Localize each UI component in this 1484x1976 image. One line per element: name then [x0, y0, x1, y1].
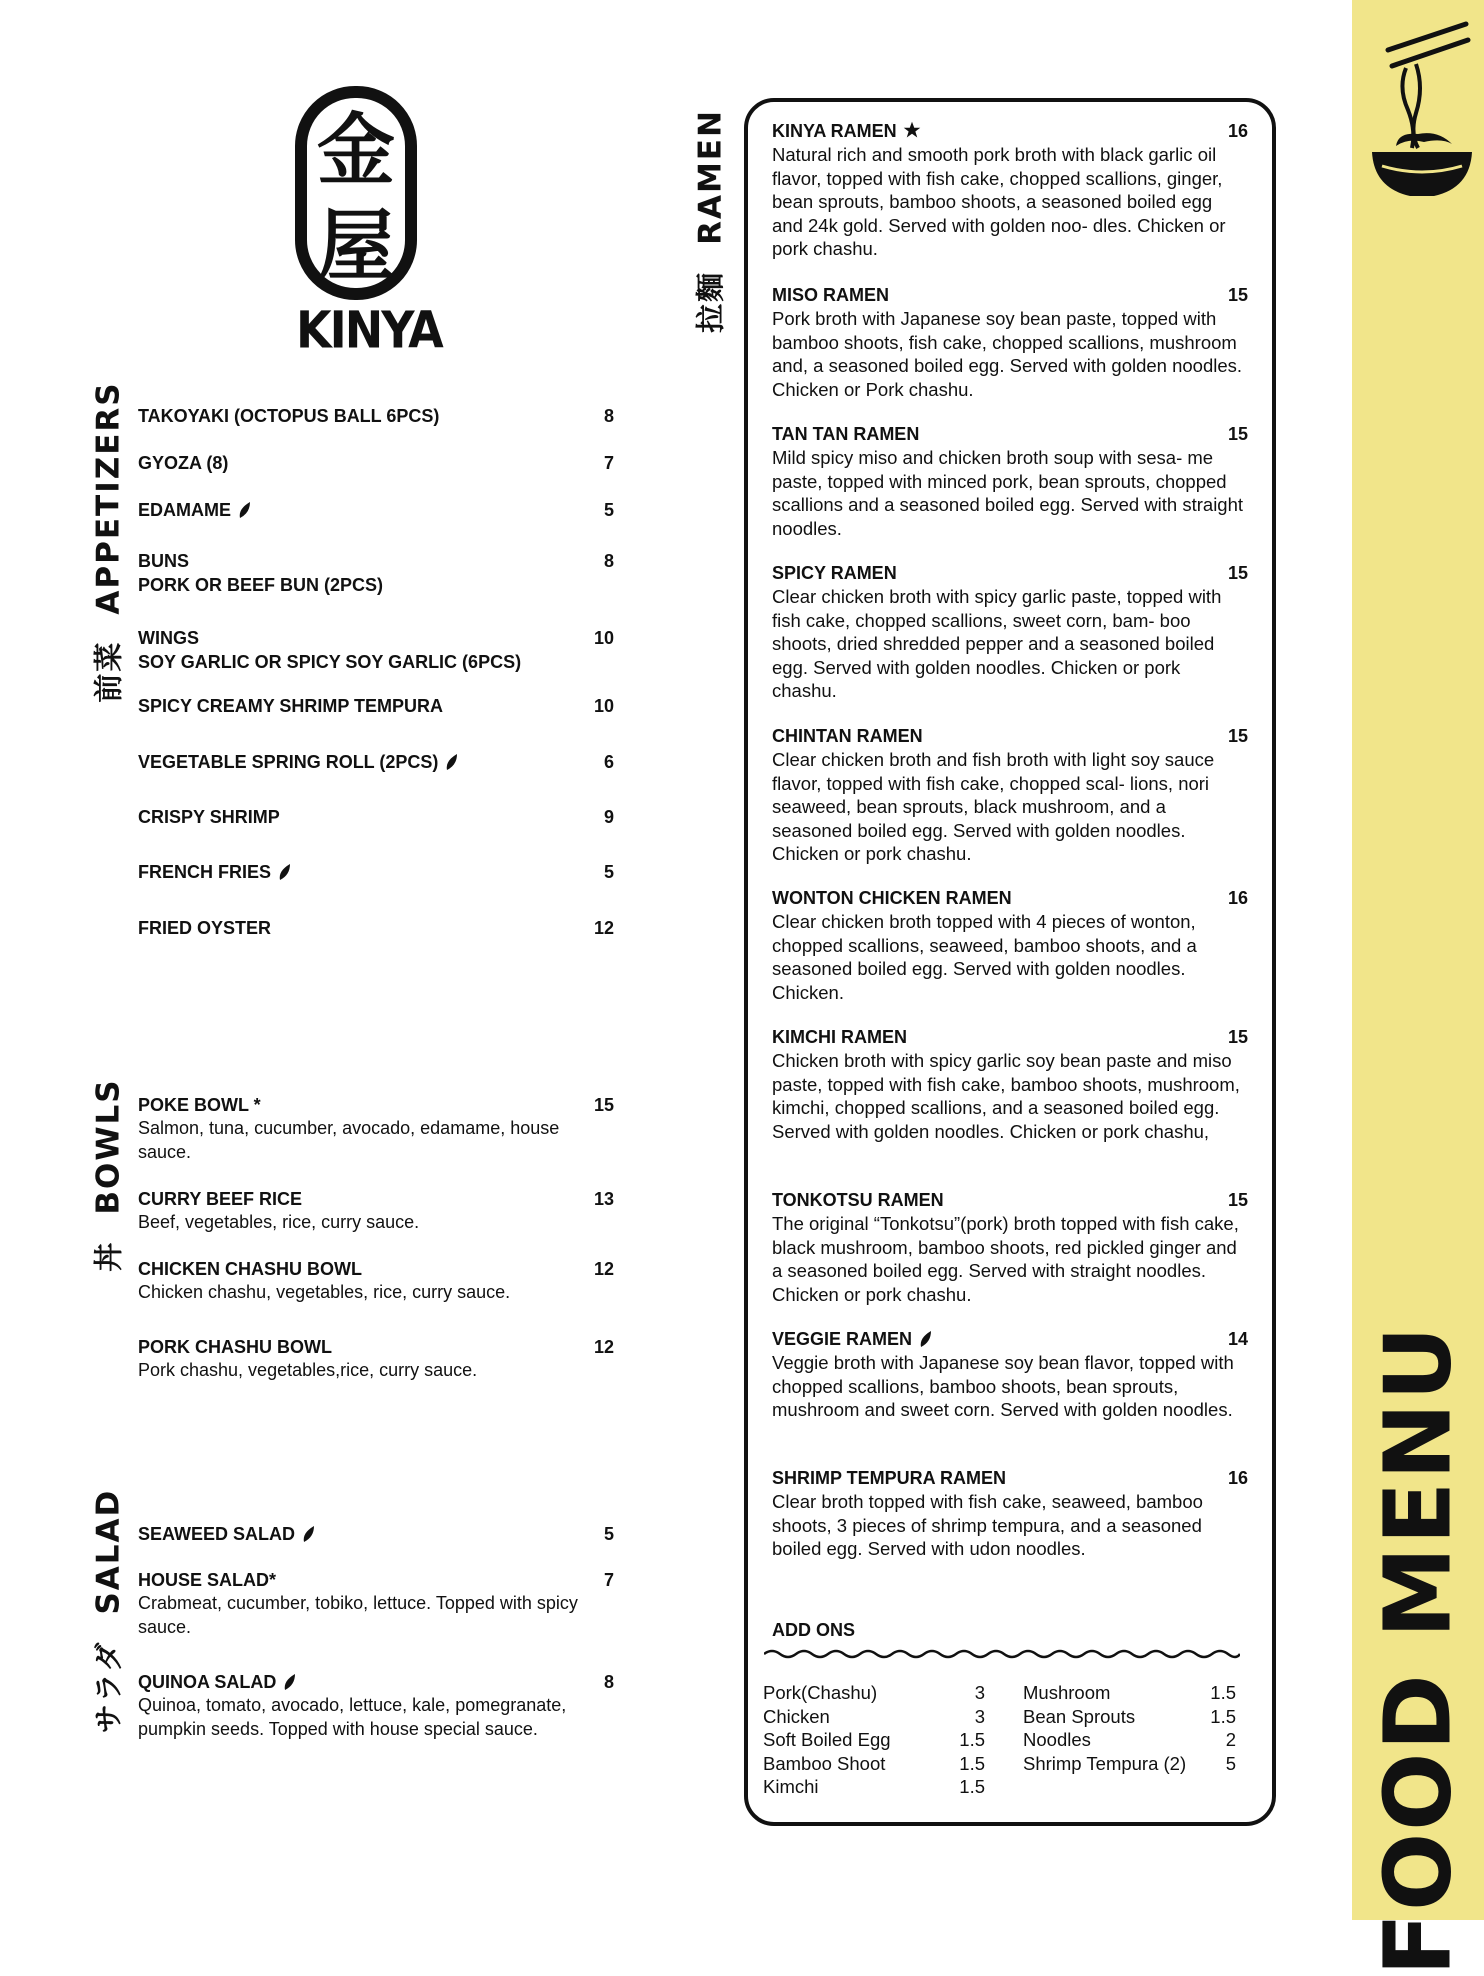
list-item: WONTON CHICKEN RAMEN 16 Clear chicken broth topped with 4 pieces of wonton, chopped scallions, seaweed, bamboo shoots, and a seasoned boiled egg. Served with golden noodles. Chicken. — [772, 888, 1248, 1003]
list-item: SPICY CREAMY SHRIMP TEMPURA 10 — [138, 696, 614, 716]
addon-row: Mushroom 1.5 — [1023, 1682, 1236, 1703]
list-item: WINGS 10 SOY GARLIC OR SPICY SOY GARLIC (6PCS) — [138, 628, 614, 672]
section-label-salad: サラダSALAD — [90, 1488, 127, 1734]
wavy-divider — [764, 1646, 1240, 1662]
leaf-icon — [282, 1673, 296, 1691]
food-menu-title: FOOD MENU — [1364, 1324, 1472, 1976]
list-item: SPICY RAMEN 15 Clear chicken broth with spicy garlic paste, topped with fish cake, chopped scallions, sweet corn, bam- boo shoots, dried shredded pepper and a seasoned boiled egg. Served with golden noodles. Chicken or pork chashu. — [772, 563, 1248, 701]
logo-kanji-bottom: 屋 — [316, 202, 395, 292]
list-item: CURRY BEEF RICE 13 Beef, vegetables, rice, curry sauce. — [138, 1189, 614, 1232]
list-item: VEGGIE RAMEN 14 Veggie broth with Japanese soy bean flavor, topped with chopped scallions, bamboo shoots, bean sprouts, mushroom and sweet corn. Served with golden noodles. — [772, 1329, 1248, 1420]
addon-row: Pork(Chashu) 3 — [763, 1682, 985, 1703]
addons-title: ADD ONS — [772, 1620, 856, 1640]
list-item: CHICKEN CHASHU BOWL 12 Chicken chashu, vegetables, rice, curry sauce. — [138, 1259, 614, 1302]
leaf-icon — [301, 1525, 315, 1543]
ramen-bowl-icon — [1368, 18, 1478, 198]
list-item: TAKOYAKI (OCTOPUS BALL 6PCS) 8 — [138, 406, 614, 426]
list-item: PORK CHASHU BOWL 12 Pork chashu, vegetables,rice, curry sauce. — [138, 1337, 614, 1380]
addons-right — [1023, 1681, 1236, 1775]
list-item: CHINTAN RAMEN 15 Clear chicken broth and fish broth with light soy sauce flavor, topped with fish cake, chopped scal- lions, nori seaweed, bean sprouts, black mushroom, and a seasoned boiled egg. Served with golden noodles. Chicken or pork chashu. — [772, 726, 1248, 864]
list-item: GYOZA (8) 7 — [138, 453, 614, 473]
addon-row: Chicken 3 — [763, 1705, 985, 1727]
addons-left — [763, 1681, 985, 1799]
list-item: FRENCH FRIES 5 — [138, 862, 614, 882]
list-item: CRISPY SHRIMP 9 — [138, 807, 614, 827]
list-item: EDAMAME 5 — [138, 500, 614, 520]
leaf-icon — [277, 863, 291, 881]
addon-row: Soft Boiled Egg 1.5 — [763, 1729, 985, 1750]
list-item: FRIED OYSTER 12 — [138, 918, 614, 938]
section-label-ramen: 拉麵RAMEN — [692, 109, 729, 333]
section-label-bowls: 丼BOWLS — [90, 1078, 127, 1272]
addon-row: Kimchi 1.5 — [763, 1776, 985, 1797]
list-item: POKE BOWL * 15 Salmon, tuna, cucumber, avocado, edamame, house sauce. — [138, 1095, 614, 1162]
list-item: KIMCHI RAMEN 15 Chicken broth with spicy garlic soy bean paste and miso paste, topped with fish cake, bamboo shoots, mushroom, kimchi, chopped scallions, and a seasoned boiled egg. Served with golden noodles. Chicken or pork chashu, — [772, 1027, 1248, 1142]
list-item: QUINOA SALAD 8 Quinoa, tomato, avocado, lettuce, kale, pomegranate, pumpkin seeds. Topped with house special sauce. — [138, 1672, 614, 1739]
list-item: VEGETABLE SPRING ROLL (2PCS) 6 — [138, 752, 614, 772]
logo-kanji-top: 金 — [316, 106, 395, 196]
logo-name: KINYA — [296, 300, 442, 360]
star-icon — [903, 121, 921, 139]
addon-row: Shrimp Tempura (2) 5 — [1023, 1752, 1236, 1774]
list-item: TONKOTSU RAMEN 15 The original “Tonkotsu”(pork) broth topped with fish cake, black mushroom, bamboo shoots, red pickled ginger and a seasoned boiled egg. Served with straight noodles. Chicken or pork chashu. — [772, 1190, 1248, 1305]
addon-row: Bean Sprouts 1.5 — [1023, 1705, 1236, 1727]
list-item: HOUSE SALAD* 7 Crabmeat, cucumber, tobiko, lettuce. Topped with spicy sauce. — [138, 1570, 614, 1637]
leaf-icon — [444, 753, 458, 771]
list-item: TAN TAN RAMEN 15 Mild spicy miso and chicken broth soup with sesa- me paste, topped with minced pork, bean sprouts, chopped scallions and a seasoned boiled egg. Served with straight noodles. — [772, 424, 1248, 539]
list-item: KINYA RAMEN 16 Natural rich and smooth pork broth with black garlic oil flavor, topped with fish cake, chopped scallions, ginger, bean sprouts, bamboo shoots, a seasoned boiled egg and 24k gold. Served with golden noo- dles. Chicken or pork chashu. — [772, 121, 1248, 259]
list-item: BUNS 8 PORK OR BEEF BUN (2PCS) — [138, 551, 614, 595]
leaf-icon — [918, 1330, 932, 1348]
list-item: MISO RAMEN 15 Pork broth with Japanese soy bean paste, topped with bamboo shoots, fish cake, chopped scallions, mushroom and, a seasoned boiled egg. Served with golden noodles. Chicken or Pork chashu. — [772, 285, 1248, 400]
addon-row: Bamboo Shoot 1.5 — [763, 1752, 985, 1774]
section-label-appetizers: 前菜APPETIZERS — [90, 381, 127, 703]
list-item: SEAWEED SALAD 5 — [138, 1524, 614, 1544]
list-item: SHRIMP TEMPURA RAMEN 16 Clear broth topped with fish cake, seaweed, bamboo shoots, 3 pieces of shrimp tempura, and a seasoned boiled egg. Served with udon noodles. — [772, 1468, 1248, 1559]
leaf-icon — [237, 501, 251, 519]
kinya-logo — [295, 86, 417, 300]
addon-row: Noodles 2 — [1023, 1729, 1236, 1750]
